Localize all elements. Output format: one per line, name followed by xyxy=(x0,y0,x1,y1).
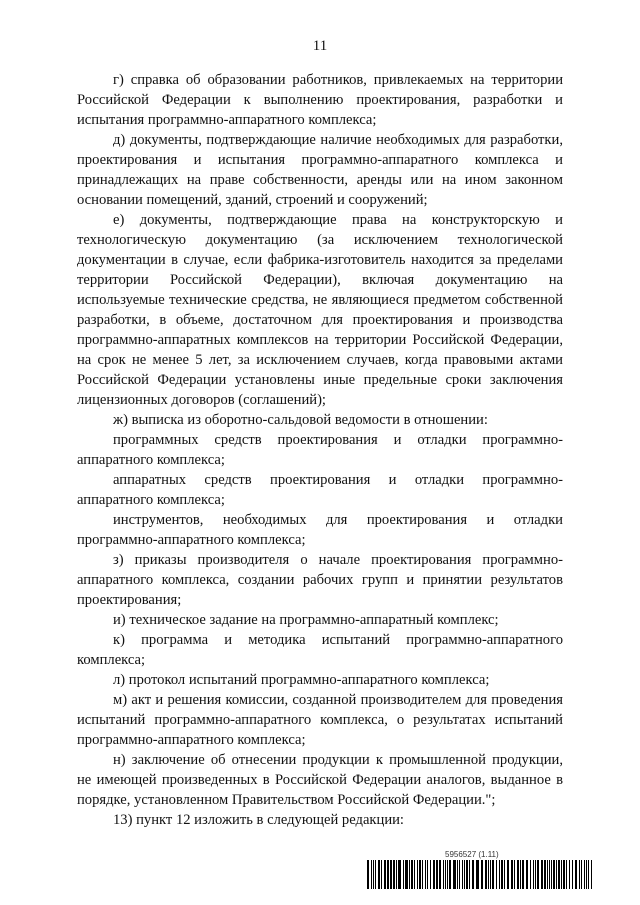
paragraph-i: и) техническое задание на программно-аппаратный комплекс; xyxy=(113,612,499,628)
paragraph-zh-item-hardware: аппаратных средств проектирования и отладки программно-аппаратного комплекса; xyxy=(77,472,563,508)
paragraph-n: н) заключение об отнесении продукции к промышленной продукции, не имеющей произведенных в Российской Федерации аналогов, выданное в порядке, установленном Правительством Российской Федерации."; xyxy=(77,752,563,808)
paragraph-zh-item-tools: инструментов, необходимых для проектирования и отладки программно-аппаратного комплекса; xyxy=(77,512,563,548)
barcode-icon xyxy=(367,860,593,889)
paragraph-m: м) акт и решения комиссии, созданной производителем для проведения испытаний программно-аппаратного комплекса, о результатах испытаний программно-аппаратного комплекса; xyxy=(77,692,563,748)
paragraph-l: л) протокол испытаний программно-аппаратного комплекса; xyxy=(113,672,490,688)
paragraph-z: з) приказы производителя о начале проектирования программно-аппаратного комплекса, создании рабочих групп и принятии результатов проектирования; xyxy=(77,552,563,608)
paragraph-d: д) документы, подтверждающие наличие необходимых для разработки, проектирования и испытания программно-аппаратного комплекса и принадлежащих на праве собственности, аренды или на ином законном основании помещений, зданий, строений и сооружений; xyxy=(77,132,563,208)
paragraph-zh-item-software: программных средств проектирования и отладки программно-аппаратного комплекса; xyxy=(77,432,563,468)
paragraph-g: г) справка об образовании работников, привлекаемых на территории Российской Федерации к выполнению проектирования, разработки и испытания программно-аппаратного комплекса; xyxy=(77,72,563,128)
paragraph-zh: ж) выписка из оборотно-сальдовой ведомости в отношении: xyxy=(113,412,488,428)
paragraph-13: 13) пункт 12 изложить в следующей редакции: xyxy=(113,812,404,828)
document-id: 5956527 (1.11) xyxy=(445,850,499,859)
paragraph-k: к) программа и методика испытаний программно-аппаратного комплекса; xyxy=(77,632,563,668)
paragraph-e: е) документы, подтверждающие права на конструкторскую и технологическую документацию (за исключением технологической документации в случае, если фабрика-изготовитель находится за пределами территории Российской Федерации), включая документацию на используемые технические средства, не являющиеся предметом собственной разработки, в объеме, достаточном для проектирования и производства программно-аппаратных комплексов на территории Российской Федерации, на срок не менее 5 лет, за исключением случаев, когда правовыми актами Российской Федерации установлены иные предельные сроки заключения лицензионных договоров (соглашений); xyxy=(77,212,563,408)
barcode-area xyxy=(367,850,593,890)
document-body xyxy=(77,70,563,830)
page-number: 11 xyxy=(312,38,328,54)
